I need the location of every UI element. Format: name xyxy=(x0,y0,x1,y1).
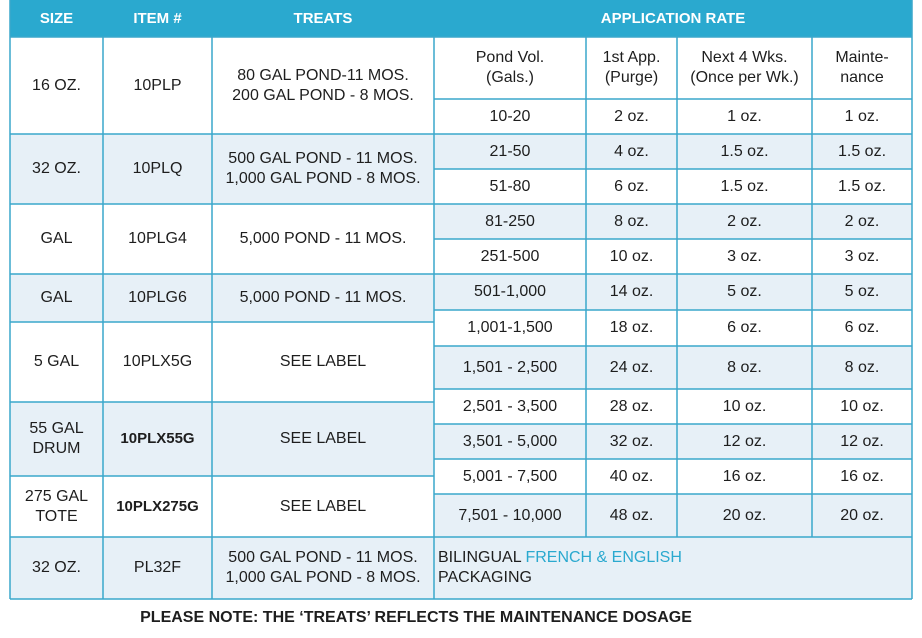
product-treats-line: 200 GAL POND - 8 MOS. xyxy=(232,86,414,104)
rate-next-4-weeks-line: 3 oz. xyxy=(727,247,762,265)
product-item-number xyxy=(103,274,212,322)
product-size xyxy=(10,402,103,476)
rate-first-application-line: 10 oz. xyxy=(609,247,654,265)
rate-pond-volume-line: 7,501 - 10,000 xyxy=(458,506,562,524)
header-item xyxy=(103,0,212,37)
product-item-number-line: 10PLG4 xyxy=(128,230,187,247)
rate-first-application xyxy=(586,274,677,310)
product-size xyxy=(10,537,103,599)
header-item-line: ITEM # xyxy=(133,9,182,27)
product-treats-line: 500 GAL POND - 11 MOS. xyxy=(228,150,418,167)
rate-pond-volume-line: 1,501 - 2,500 xyxy=(462,358,558,376)
rate-pond-volume xyxy=(434,239,586,274)
product-size xyxy=(10,476,103,537)
rate-maintenance-line: 1.5 oz. xyxy=(837,142,887,160)
rate-first-application-line: 40 oz. xyxy=(609,467,654,485)
rate-maintenance-line: 6 oz. xyxy=(844,319,880,336)
rate-next-4-weeks xyxy=(677,346,812,389)
product-size-line: 16 OZ. xyxy=(32,76,81,94)
product-size xyxy=(10,274,103,322)
header-treats xyxy=(212,0,434,37)
rate-next-4-weeks xyxy=(677,99,812,134)
rate-first-application xyxy=(586,389,677,424)
product-item-number xyxy=(103,322,212,402)
rate-next-4-weeks xyxy=(677,274,812,310)
product-item-number xyxy=(103,402,212,476)
rate-maintenance xyxy=(812,494,912,537)
rate-pond-volume-line: 3,501 - 5,000 xyxy=(462,432,558,450)
rate-maintenance-line: 3 oz. xyxy=(844,247,880,265)
rate-next-4-weeks-line: 16 oz. xyxy=(722,467,767,485)
rate-first-application xyxy=(586,239,677,274)
rate-first-application-line: 14 oz. xyxy=(609,283,654,300)
rate-first-application xyxy=(586,424,677,459)
product-treats-line: SEE LABEL xyxy=(279,353,367,370)
product-item-number-line: 10PLX5G xyxy=(122,353,193,370)
product-item-number-line: 10PLX55G xyxy=(120,430,195,447)
rate-maintenance-line: 2 oz. xyxy=(844,212,880,230)
product-treats xyxy=(212,274,434,322)
product-size xyxy=(10,204,103,274)
rate-next-4-weeks xyxy=(677,424,812,459)
bilingual-languages: FRENCH & ENGLISH xyxy=(525,549,682,566)
rate-next-4-weeks-line: 20 oz. xyxy=(722,506,767,524)
bilingual-suffix: PACKAGING xyxy=(438,569,532,586)
rate-maintenance-line: 16 oz. xyxy=(840,467,884,485)
product-item-number xyxy=(103,204,212,274)
rate-first-application xyxy=(586,346,677,389)
product-size-line: 55 GAL xyxy=(29,420,84,437)
product-treats xyxy=(212,37,434,134)
rate-pond-volume-line: 81-250 xyxy=(485,212,535,230)
rate-first-application-line: 2 oz. xyxy=(614,107,649,125)
rate-maintenance-line: 10 oz. xyxy=(840,397,884,415)
rate-maintenance xyxy=(812,424,912,459)
product-treats xyxy=(212,476,434,537)
rate-pond-volume-line: 501-1,000 xyxy=(473,283,547,300)
rate-pond-volume-line: 251-500 xyxy=(480,247,540,265)
header-size-line: SIZE xyxy=(39,9,74,27)
subheader-pond-vol-line: (Gals.) xyxy=(486,69,534,86)
header-treats-line: TREATS xyxy=(293,9,353,27)
product-treats-line: SEE LABEL xyxy=(279,430,367,447)
rate-first-application xyxy=(586,204,677,239)
maintenance-dosage-note: PLEASE NOTE: THE ‘TREATS’ REFLECTS THE MAINTENANCE DOSAGE xyxy=(140,609,692,626)
rate-next-4-weeks-line: 12 oz. xyxy=(722,432,767,450)
rate-maintenance xyxy=(812,389,912,424)
rate-first-application-line: 8 oz. xyxy=(614,212,649,230)
product-treats xyxy=(212,322,434,402)
product-item-number-line: 10PLG6 xyxy=(128,289,187,306)
rate-pond-volume xyxy=(434,274,586,310)
rate-next-4-weeks xyxy=(677,169,812,204)
rate-next-4-weeks-line: 2 oz. xyxy=(727,212,762,230)
rate-first-application-line: 48 oz. xyxy=(609,506,654,524)
product-size xyxy=(10,322,103,402)
rate-first-application-line: 32 oz. xyxy=(609,432,654,450)
product-treats xyxy=(212,134,434,204)
rate-maintenance-line: 12 oz. xyxy=(840,432,884,450)
rate-maintenance-line: 8 oz. xyxy=(844,358,880,376)
product-size-line: 5 GAL xyxy=(33,353,80,370)
product-size-line: GAL xyxy=(40,230,73,247)
rate-pond-volume xyxy=(434,204,586,239)
product-size-line: 275 GAL xyxy=(24,487,89,505)
subheader-first-app-line: 1st App. xyxy=(602,49,661,66)
rate-pond-volume-line: 1,001-1,500 xyxy=(467,319,553,336)
product-treats-line: 1,000 GAL POND - 8 MOS. xyxy=(225,569,421,586)
product-item-number-line: 10PLX275G xyxy=(116,497,199,515)
rate-pond-volume-line: 10-20 xyxy=(489,107,531,125)
rate-next-4-weeks xyxy=(677,310,812,346)
rate-pond-volume xyxy=(434,389,586,424)
rate-maintenance-line: 1 oz. xyxy=(844,107,880,125)
rate-next-4-weeks xyxy=(677,134,812,169)
product-size-line: 32 OZ. xyxy=(32,160,81,177)
subheader-maintenance xyxy=(812,37,912,99)
product-size xyxy=(10,37,103,134)
product-treats xyxy=(212,204,434,274)
rate-next-4-weeks-line: 1.5 oz. xyxy=(720,142,769,160)
rate-first-application-line: 28 oz. xyxy=(609,397,654,415)
rate-maintenance xyxy=(812,99,912,134)
subheader-next-4-weeks xyxy=(677,37,812,99)
rate-pond-volume xyxy=(434,99,586,134)
rate-pond-volume xyxy=(434,424,586,459)
subheader-maintenance-line: nance xyxy=(840,69,884,86)
rate-pond-volume xyxy=(434,134,586,169)
rate-next-4-weeks xyxy=(677,239,812,274)
product-treats-line: SEE LABEL xyxy=(279,497,367,515)
rate-first-application-line: 6 oz. xyxy=(614,177,649,195)
rate-next-4-weeks-line: 6 oz. xyxy=(727,319,762,336)
subheader-next-4-weeks-line: Next 4 Wks. xyxy=(701,49,788,66)
rate-pond-volume xyxy=(434,346,586,389)
rate-first-application xyxy=(586,169,677,204)
rate-pond-volume xyxy=(434,169,586,204)
rate-first-application-line: 18 oz. xyxy=(609,319,654,336)
rate-next-4-weeks-line: 1 oz. xyxy=(727,107,762,125)
product-size-line: GAL xyxy=(40,289,73,306)
product-treats xyxy=(212,402,434,476)
product-size-line: DRUM xyxy=(32,440,81,457)
header-application-rate-line: APPLICATION RATE xyxy=(600,9,746,27)
product-treats-line: 500 GAL POND - 11 MOS. xyxy=(228,549,418,566)
subheader-pond-vol-line: Pond Vol. xyxy=(475,49,545,66)
header-size xyxy=(10,0,103,37)
rate-maintenance xyxy=(812,310,912,346)
subheader-first-app-line: (Purge) xyxy=(604,69,659,86)
product-item-number xyxy=(103,37,212,134)
product-size-line: TOTE xyxy=(35,507,78,525)
rate-next-4-weeks xyxy=(677,389,812,424)
bilingual-packaging xyxy=(434,537,912,599)
rate-pond-volume xyxy=(434,459,586,494)
product-treats-line: 5,000 POND - 11 MOS. xyxy=(239,289,407,306)
rate-maintenance xyxy=(812,274,912,310)
rate-pond-volume-line: 21-50 xyxy=(489,142,531,160)
header-application-rate xyxy=(434,0,912,37)
rate-pond-volume-line: 2,501 - 3,500 xyxy=(462,397,558,415)
product-item-number xyxy=(103,134,212,204)
rate-maintenance xyxy=(812,459,912,494)
rate-maintenance xyxy=(812,169,912,204)
product-size xyxy=(10,134,103,204)
product-treats-line: 80 GAL POND-11 MOS. xyxy=(237,66,409,84)
rate-pond-volume xyxy=(434,494,586,537)
rate-first-application xyxy=(586,99,677,134)
rate-maintenance-line: 1.5 oz. xyxy=(837,177,887,195)
rate-first-application xyxy=(586,134,677,169)
rate-maintenance xyxy=(812,346,912,389)
product-size-line: 32 OZ. xyxy=(32,559,81,576)
rate-next-4-weeks-line: 1.5 oz. xyxy=(720,177,769,195)
rate-maintenance xyxy=(812,204,912,239)
product-item-number-line: 10PLP xyxy=(133,76,182,94)
subheader-pond-vol xyxy=(434,37,586,99)
subheader-first-app xyxy=(586,37,677,99)
product-treats-line: 1,000 GAL POND - 8 MOS. xyxy=(225,170,421,187)
product-item-number xyxy=(103,537,212,599)
product-treats xyxy=(212,537,434,599)
rate-next-4-weeks-line: 10 oz. xyxy=(722,397,767,415)
bilingual-prefix: BILINGUAL xyxy=(438,549,526,566)
rate-next-4-weeks xyxy=(677,204,812,239)
product-item-number-line: PL32F xyxy=(133,559,182,576)
rate-pond-volume-line: 51-80 xyxy=(489,177,531,195)
bilingual-line-1 xyxy=(438,548,682,568)
rate-first-application-line: 24 oz. xyxy=(609,358,654,376)
rate-next-4-weeks xyxy=(677,494,812,537)
product-item-number-line: 10PLQ xyxy=(132,160,183,177)
rate-pond-volume-line: 5,001 - 7,500 xyxy=(462,467,558,485)
rate-next-4-weeks-line: 5 oz. xyxy=(727,283,762,300)
rate-next-4-weeks xyxy=(677,459,812,494)
subheader-maintenance-line: Mainte- xyxy=(835,49,889,66)
rate-maintenance xyxy=(812,239,912,274)
rate-pond-volume xyxy=(434,310,586,346)
rate-first-application xyxy=(586,310,677,346)
rate-first-application xyxy=(586,459,677,494)
rate-maintenance-line: 20 oz. xyxy=(840,506,884,524)
rate-first-application-line: 4 oz. xyxy=(614,142,649,160)
rate-maintenance-line: 5 oz. xyxy=(844,283,880,300)
rate-first-application xyxy=(586,494,677,537)
rate-next-4-weeks-line: 8 oz. xyxy=(727,358,762,376)
rate-maintenance xyxy=(812,134,912,169)
subheader-next-4-weeks-line: (Once per Wk.) xyxy=(690,69,799,86)
product-item-number xyxy=(103,476,212,537)
product-treats-line: 5,000 POND - 11 MOS. xyxy=(239,230,407,247)
